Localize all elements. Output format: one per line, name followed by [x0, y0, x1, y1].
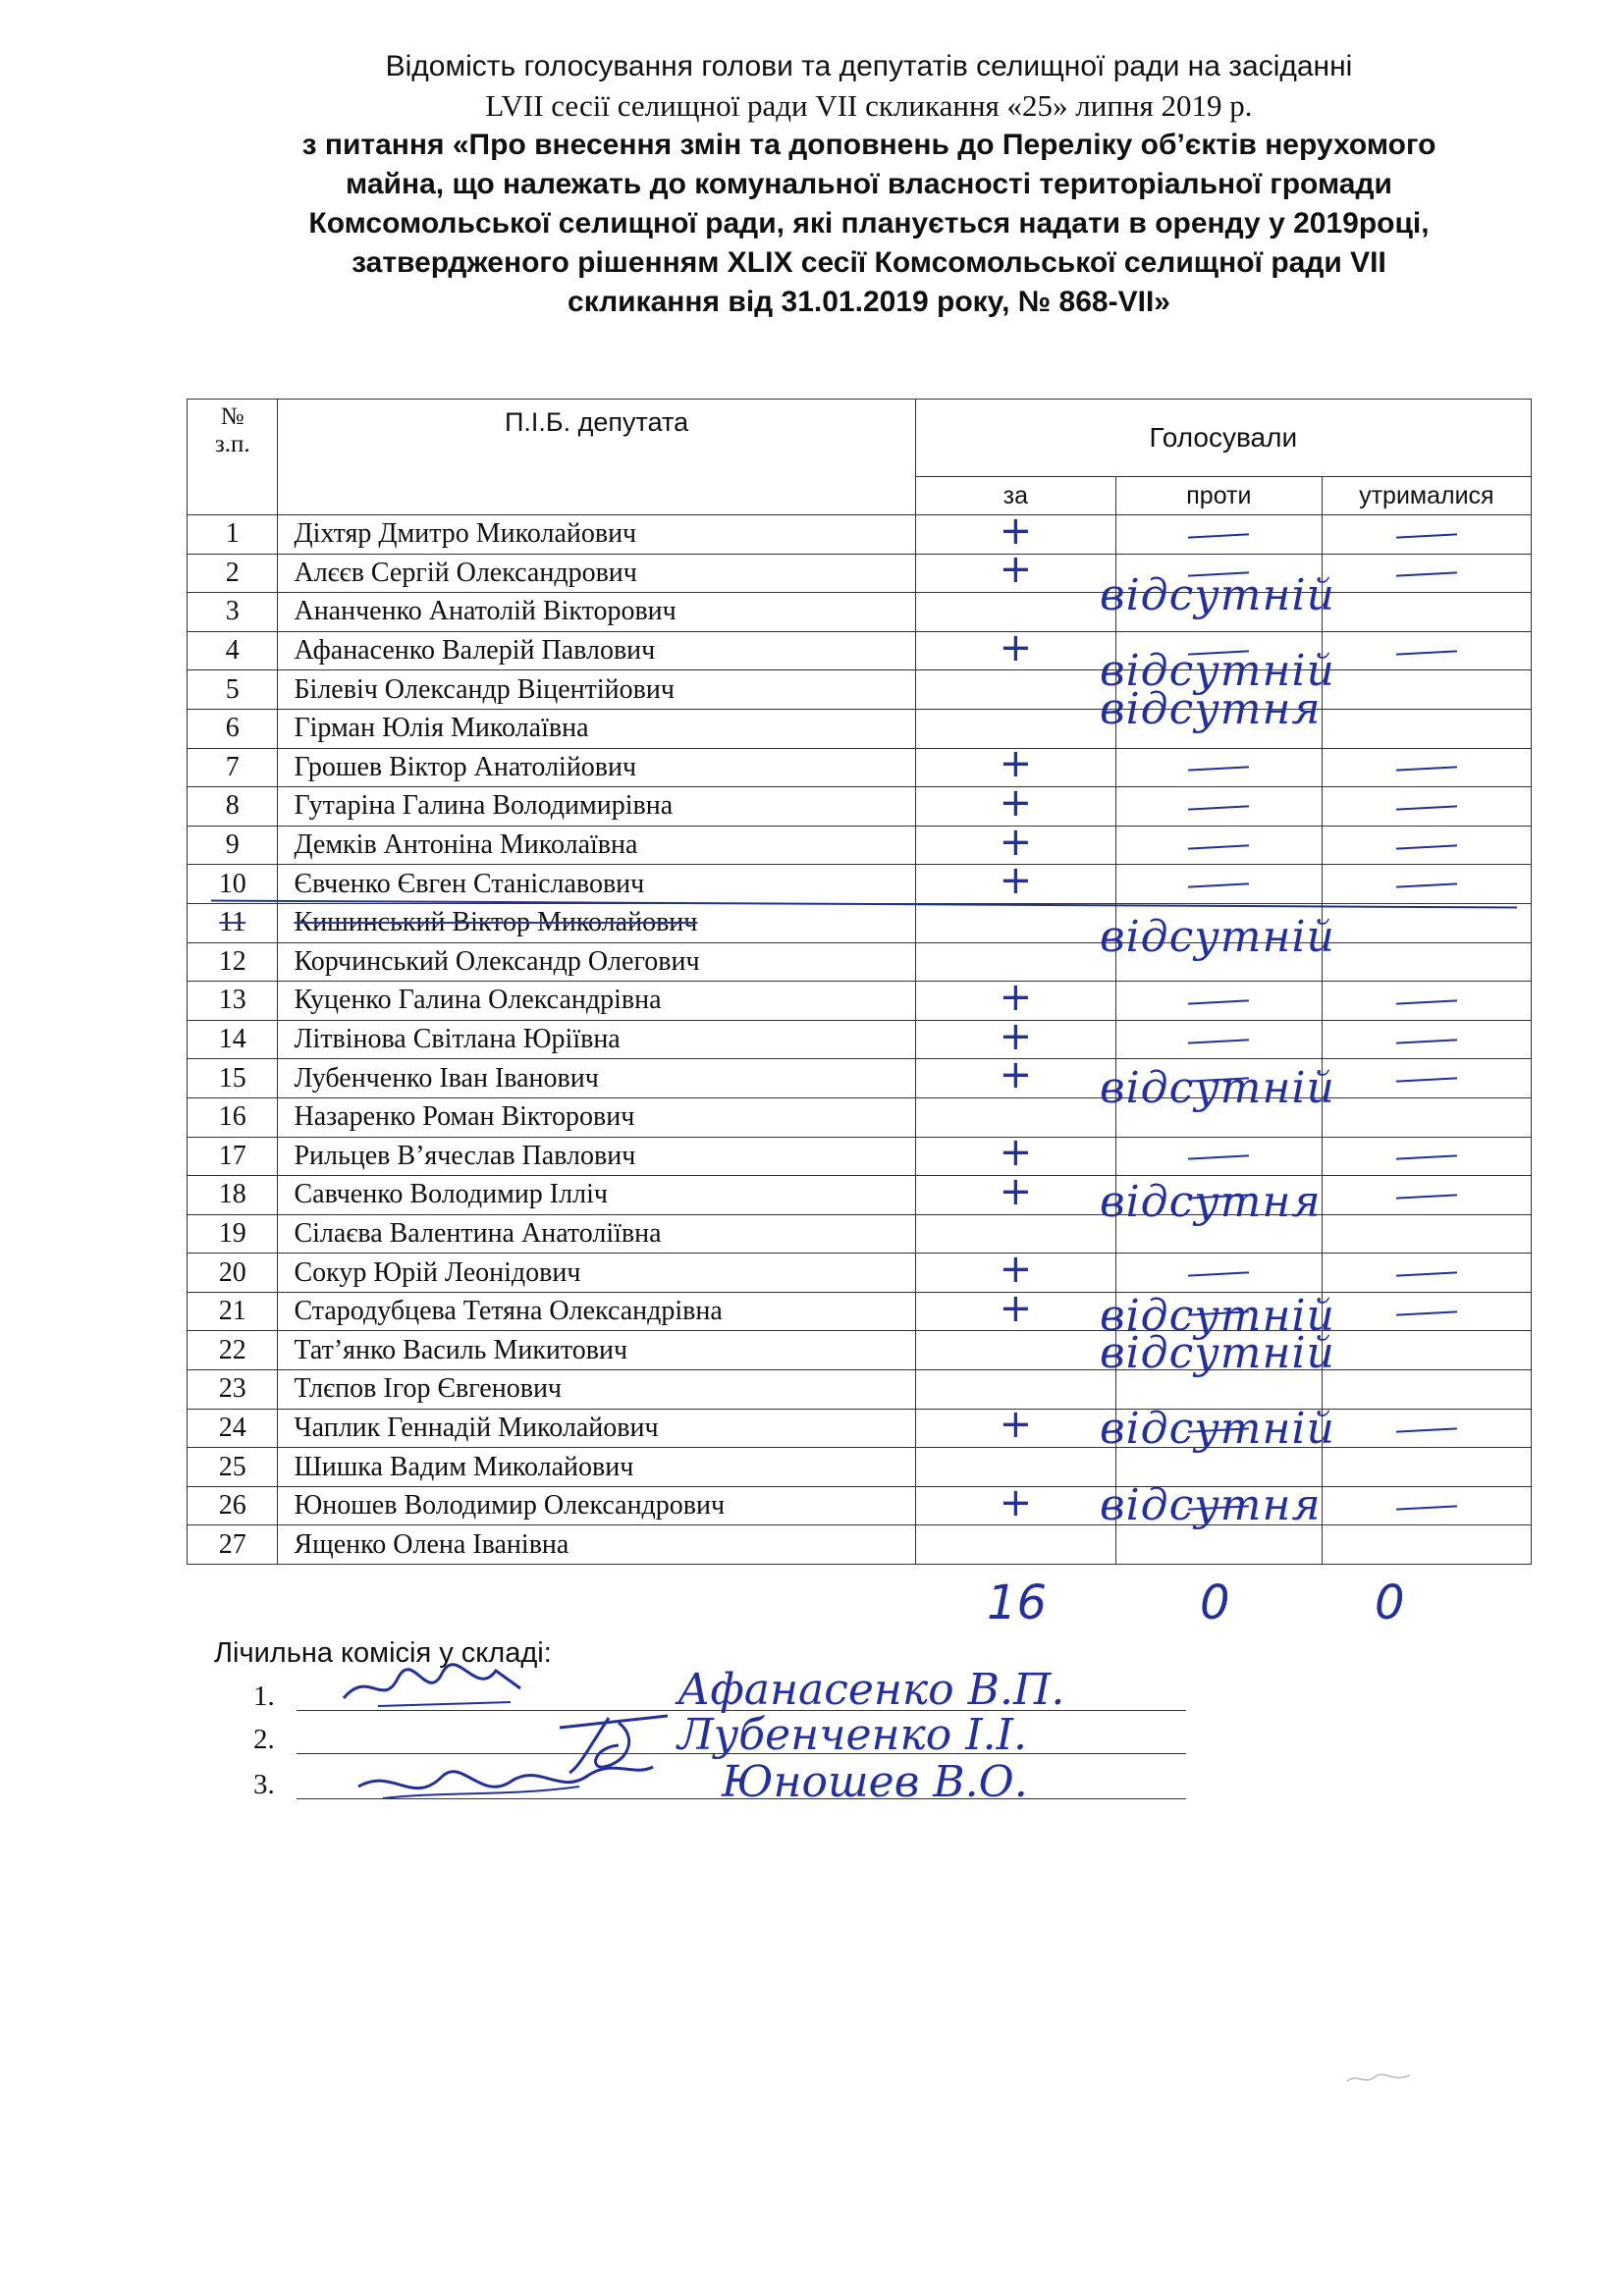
- deputy-name: Назаренко Роман Вікторович: [278, 1097, 915, 1137]
- handwritten-dash-mark: [1396, 1039, 1457, 1043]
- total-against: 0: [1200, 1575, 1230, 1630]
- row-number: 6: [188, 709, 278, 748]
- vote-for-cell: [915, 1479, 1115, 1525]
- vote-for-cell: [915, 670, 1115, 710]
- row-number: 7: [188, 748, 278, 787]
- deputy-name: Грошев Віктор Анатолійович: [278, 748, 915, 787]
- handwritten-dash-mark: [1396, 572, 1457, 577]
- handwritten-dash-mark: [1188, 805, 1249, 810]
- row-number: 16: [188, 1097, 278, 1137]
- handwritten-plus-mark: +: [999, 974, 1033, 1020]
- heading-line-6: затвердженого рішенням XLIX сесії Комсомольської селищної ради VII: [352, 246, 1386, 279]
- vote-abstained-cell: [1322, 787, 1531, 827]
- vote-against-cell: [1116, 865, 1323, 904]
- vote-abstained-cell: [1322, 1214, 1531, 1254]
- table-row: [188, 1254, 1532, 1293]
- deputy-name: Алєєв Сергій Олександрович: [278, 554, 915, 593]
- deputy-name: Літвінова Світлана Юріївна: [278, 1020, 915, 1059]
- row-number: 1: [188, 515, 278, 555]
- vote-for-cell: [915, 858, 1115, 904]
- vote-against-cell: [1116, 748, 1323, 787]
- handwritten-dash-mark: [1396, 650, 1457, 655]
- handwritten-plus-mark: +: [999, 1247, 1033, 1293]
- vote-for-cell: [915, 1525, 1115, 1565]
- deputy-name: Афанасенко Валерій Павлович: [278, 631, 915, 670]
- commission-member-2-name: Лубенченко І.І.: [677, 1710, 1027, 1760]
- handwritten-dash-mark: [1188, 1039, 1249, 1043]
- table-row: [188, 1176, 1532, 1215]
- vote-abstained-cell: [1322, 593, 1531, 632]
- deputy-name: Сілаєва Валентина Анатоліївна: [278, 1214, 915, 1254]
- table-row: [188, 515, 1532, 555]
- vote-for-cell: [915, 1168, 1115, 1215]
- handwritten-absent-note: відсутня: [1100, 684, 1322, 734]
- column-header-abstained: утрималися: [1322, 477, 1531, 515]
- deputy-name: Корчинський Олександр Олегович: [278, 942, 915, 982]
- vote-against-cell: [1116, 1525, 1323, 1565]
- deputy-name: Демків Антоніна Миколаївна: [278, 826, 915, 865]
- handwritten-plus-mark: +: [999, 819, 1033, 865]
- vote-abstained-cell: [1322, 1137, 1531, 1176]
- column-header-against: проти: [1116, 477, 1323, 515]
- row-number: 14: [188, 1020, 278, 1059]
- handwritten-plus-mark: +: [999, 547, 1033, 593]
- vote-abstained-cell: [1322, 1448, 1531, 1487]
- deputy-name: Євченко Євген Станіславович: [278, 865, 915, 904]
- row-number: 23: [188, 1370, 278, 1410]
- handwritten-plus-mark: +: [999, 858, 1033, 904]
- column-header-number-line2: з.п.: [214, 431, 250, 457]
- handwritten-dash-mark: [1188, 999, 1249, 1004]
- handwritten-absent-note: відсутня: [1100, 1479, 1322, 1530]
- heading-line-4: майна, що належать до комунальної власності територіальної громади: [346, 168, 1392, 200]
- vote-against-cell: [1116, 1137, 1323, 1176]
- total-for: 16: [987, 1575, 1048, 1630]
- deputy-name: Кишинський Віктор Миколайович: [278, 903, 915, 942]
- row-number: 5: [188, 670, 278, 710]
- column-header-voted: Голосували: [915, 400, 1531, 477]
- vote-for-cell: [915, 1052, 1115, 1098]
- handwritten-absent-note: відсутній: [1100, 911, 1335, 962]
- column-header-number: [188, 400, 278, 515]
- table-row: [188, 1020, 1532, 1059]
- handwritten-dash-mark: [1396, 767, 1457, 772]
- deputy-name: Юношев Володимир Олександрович: [278, 1486, 915, 1525]
- handwritten-dash-mark: [1396, 1155, 1457, 1160]
- vote-abstained-cell: [1322, 631, 1531, 670]
- deputy-name: Білевіч Олександр Віцентійович: [278, 670, 915, 710]
- handwritten-absent-note: відсутній: [1100, 1063, 1335, 1113]
- vote-abstained-cell: [1322, 1020, 1531, 1059]
- vote-against-cell: [1116, 515, 1323, 555]
- vote-abstained-cell: [1322, 1370, 1531, 1410]
- deputy-name: Чаплик Геннадій Миколайович: [278, 1409, 915, 1448]
- vote-for-cell: [915, 624, 1115, 670]
- handwritten-dash-mark: [1396, 1272, 1457, 1277]
- stray-ink-mark: [1345, 2069, 1414, 2089]
- row-number: 2: [188, 554, 278, 593]
- vote-abstained-cell: [1322, 670, 1531, 710]
- vote-for-cell: [915, 903, 1115, 942]
- handwritten-dash-mark: [1188, 1272, 1249, 1277]
- commission-line-number: 3.: [253, 1769, 275, 1800]
- row-number: 15: [188, 1059, 278, 1098]
- handwritten-absent-note: відсутній: [1100, 1290, 1335, 1341]
- table-row: [188, 748, 1532, 787]
- vote-abstained-cell: [1322, 1525, 1531, 1565]
- row-number: 21: [188, 1292, 278, 1331]
- handwritten-dash-mark: [1188, 767, 1249, 772]
- handwritten-dash-mark: [1396, 1194, 1457, 1199]
- deputy-name: Діхтяр Дмитро Миколайович: [278, 515, 915, 555]
- handwritten-dash-mark: [1188, 1155, 1249, 1160]
- row-number: 17: [188, 1137, 278, 1176]
- counting-commission-label: Лічильна комісія у складі:: [214, 1637, 552, 1669]
- vote-abstained-cell: [1322, 1059, 1531, 1098]
- handwritten-absent-note: відсутній: [1100, 1404, 1335, 1455]
- handwritten-absent-note: відсутній: [1100, 646, 1335, 697]
- row-number: 18: [188, 1176, 278, 1215]
- signature-scribble-1: [339, 1659, 525, 1718]
- row-number: 26: [188, 1486, 278, 1525]
- handwritten-dash-mark: [1188, 533, 1249, 538]
- handwritten-absent-note: відсутня: [1100, 1176, 1322, 1227]
- handwritten-dash-mark: [1188, 883, 1249, 888]
- vote-abstained-cell: [1322, 515, 1531, 555]
- vote-abstained-cell: [1322, 903, 1531, 942]
- commission-line-number: 2.: [253, 1724, 275, 1755]
- vote-against-cell: [1116, 826, 1323, 865]
- row-number: 13: [188, 982, 278, 1021]
- handwritten-dash-mark: [1396, 533, 1457, 538]
- signature-scribble-3: [353, 1747, 658, 1816]
- vote-abstained-cell: [1322, 1254, 1531, 1293]
- row-number: 25: [188, 1448, 278, 1487]
- vote-for-cell: [915, 1402, 1115, 1448]
- handwritten-dash-mark: [1396, 844, 1457, 849]
- vote-against-cell: [1116, 982, 1323, 1021]
- row-number: 24: [188, 1409, 278, 1448]
- deputy-name: Шишка Вадим Миколайович: [278, 1448, 915, 1487]
- deputy-name: Ященко Олена Іванівна: [278, 1525, 915, 1565]
- handwritten-dash-mark: [1396, 999, 1457, 1004]
- handwritten-plus-mark: +: [999, 624, 1033, 670]
- table-row: [188, 1137, 1532, 1176]
- deputy-name: Тат’янко Василь Микитович: [278, 1331, 915, 1370]
- row-number: 22: [188, 1331, 278, 1370]
- vote-abstained-cell: [1322, 865, 1531, 904]
- handwritten-plus-mark: +: [999, 1052, 1033, 1098]
- heading-line-5: Комсомольської селищної ради, які планується надати в оренду у 2019році,: [308, 207, 1430, 240]
- total-abstained: 0: [1375, 1575, 1405, 1630]
- handwritten-plus-mark: +: [999, 779, 1033, 826]
- row-number: 8: [188, 787, 278, 827]
- row-number: 11: [188, 903, 278, 942]
- heading-line-2: LVII сесії селищної ради VII скликання «25» липня 2019 р.: [485, 88, 1253, 123]
- handwritten-dash-mark: [1188, 844, 1249, 849]
- handwritten-plus-mark: +: [999, 1402, 1033, 1448]
- document-heading: [187, 47, 1551, 322]
- deputy-name: Рильцев В’ячеслав Павлович: [278, 1137, 915, 1176]
- vote-against-cell: [1116, 787, 1323, 827]
- handwritten-plus-mark: +: [999, 1479, 1033, 1525]
- table-row: [188, 1525, 1532, 1565]
- table-row: [188, 982, 1532, 1021]
- row-number: 12: [188, 942, 278, 982]
- handwritten-plus-mark: +: [999, 1130, 1033, 1176]
- vote-abstained-cell: [1322, 982, 1531, 1021]
- vote-for-cell: [915, 547, 1115, 593]
- handwritten-plus-mark: +: [999, 741, 1033, 787]
- deputy-name: Сокур Юрій Леонідович: [278, 1254, 915, 1293]
- heading-line-1: Відомість голосування голови та депутатів селищної ради на засіданні: [385, 50, 1353, 82]
- handwritten-plus-mark: +: [999, 507, 1033, 554]
- handwritten-dash-mark: [1396, 805, 1457, 810]
- vote-abstained-cell: [1322, 1097, 1531, 1137]
- table-row: [188, 865, 1532, 904]
- deputy-name: Стародубцева Тетяна Олександрівна: [278, 1292, 915, 1331]
- column-header-for: за: [915, 477, 1115, 515]
- vote-for-cell: [915, 1331, 1115, 1370]
- row-number: 9: [188, 826, 278, 865]
- deputy-name: Гірман Юлія Миколаївна: [278, 709, 915, 748]
- vote-against-cell: [1116, 1020, 1323, 1059]
- table-row: [188, 1214, 1532, 1254]
- heading-line-7: скликання від 31.01.2019 року, № 868-VII»: [568, 286, 1170, 318]
- table-row: [188, 1486, 1532, 1525]
- commission-member-3-name: Юношев В.О.: [722, 1757, 1028, 1807]
- commission-line-number: 1.: [253, 1681, 275, 1712]
- deputy-name: Савченко Володимир Ілліч: [278, 1176, 915, 1215]
- table-row: [188, 787, 1532, 827]
- handwritten-absent-note: відсутній: [1100, 570, 1335, 621]
- row-number: 10: [188, 865, 278, 904]
- handwritten-dash-mark: [1396, 883, 1457, 888]
- handwritten-dash-mark: [1396, 1310, 1457, 1315]
- handwritten-absent-note: відсутній: [1100, 1328, 1335, 1379]
- deputy-name: Гутаріна Галина Володимирівна: [278, 787, 915, 827]
- column-header-name: П.І.Б. депутата: [278, 400, 915, 515]
- vote-abstained-cell: [1322, 1176, 1531, 1215]
- heading-line-3: з питання «Про внесення змін та доповнень до Переліку об’єктів нерухомого: [301, 129, 1436, 161]
- table-row: [188, 826, 1532, 865]
- deputy-name: Тлєпов Ігор Євгенович: [278, 1370, 915, 1410]
- deputy-name: Куценко Галина Олександрівна: [278, 982, 915, 1021]
- deputy-name: Ананченко Анатолій Вікторович: [278, 593, 915, 632]
- vote-abstained-cell: [1322, 1331, 1531, 1370]
- vote-abstained-cell: [1322, 1409, 1531, 1448]
- vote-abstained-cell: [1322, 1486, 1531, 1525]
- handwritten-plus-mark: +: [999, 1013, 1033, 1059]
- handwritten-dash-mark: [1396, 1078, 1457, 1083]
- column-header-number-line1: №: [220, 403, 244, 430]
- handwritten-dash-mark: [1396, 1427, 1457, 1432]
- vote-against-cell: [1116, 1254, 1323, 1293]
- row-number: 4: [188, 631, 278, 670]
- row-number: 20: [188, 1254, 278, 1293]
- vote-abstained-cell: [1322, 826, 1531, 865]
- handwritten-plus-mark: +: [999, 1285, 1033, 1331]
- deputy-name: Лубенченко Іван Іванович: [278, 1059, 915, 1098]
- handwritten-dash-mark: [1396, 1505, 1457, 1510]
- commission-member-1-name: Афанасенко В.П.: [677, 1665, 1065, 1715]
- vote-abstained-cell: [1322, 942, 1531, 982]
- vote-abstained-cell: [1322, 554, 1531, 593]
- row-number: 19: [188, 1214, 278, 1254]
- vote-for-cell: [915, 1285, 1115, 1331]
- table-row: [188, 709, 1532, 748]
- row-number: 3: [188, 593, 278, 632]
- vote-abstained-cell: [1322, 1292, 1531, 1331]
- vote-abstained-cell: [1322, 709, 1531, 748]
- row-number: 27: [188, 1525, 278, 1565]
- handwritten-plus-mark: +: [999, 1168, 1033, 1214]
- vote-abstained-cell: [1322, 748, 1531, 787]
